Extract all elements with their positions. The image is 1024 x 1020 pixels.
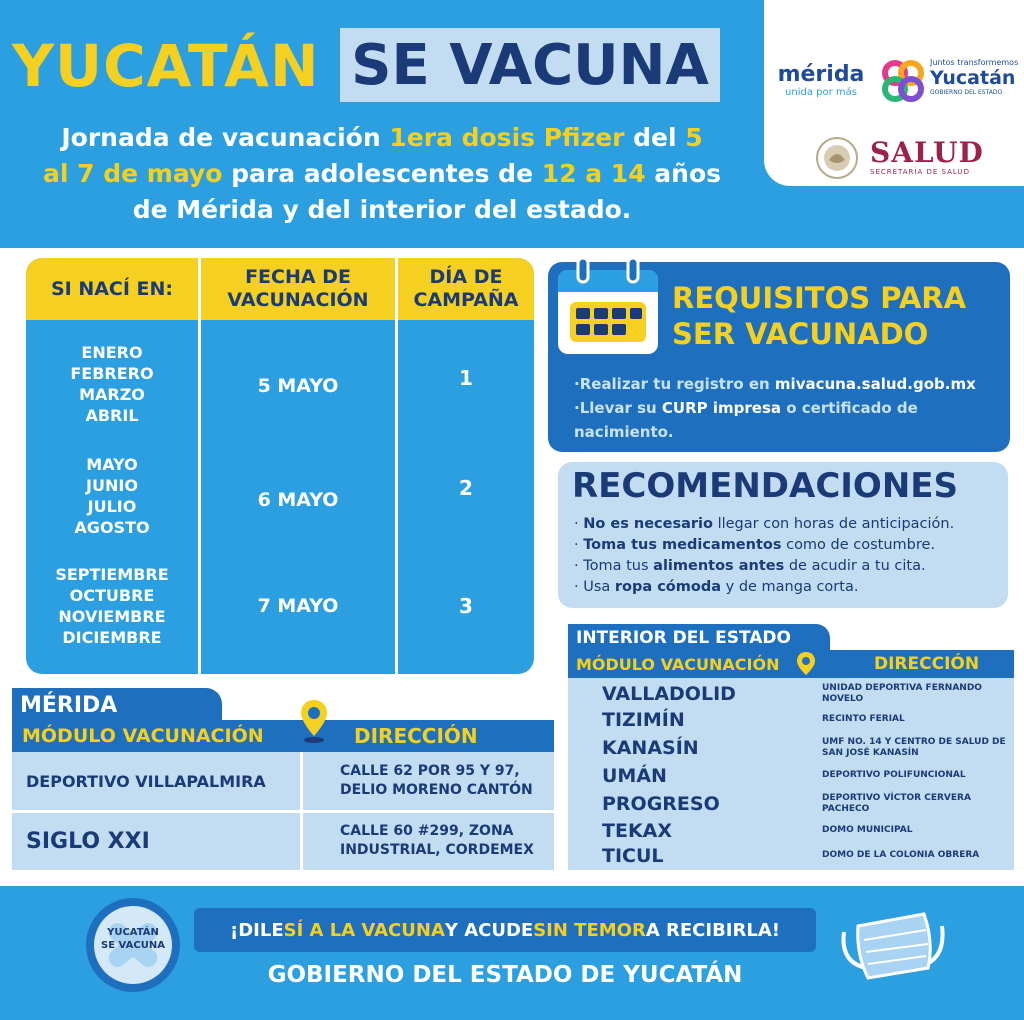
recommendations-panel [558,462,1008,608]
table-row: VALLADOLID UNIDAD DEPORTIVA FERNANDO NOVELO [602,682,982,705]
merida-col-address: DIRECCIÓN [354,724,478,748]
table-row: UMÁN DEPORTIVO POLIFUNCIONAL [602,764,966,787]
yucatan-se-vacuna-badge: YUCATÁN SE VACUNA [86,898,180,992]
title-se-vacuna: SE VACUNA [340,28,720,102]
recommendations-list: · No es necesario llegar con horas de anticipación. · Toma tus medicamentos como de costumbre. · Toma tus alimentos antes de acudir a tu cita. · Usa ropa cómoda y de manga corta. [574,516,955,595]
schedule-day: 3 [459,594,473,618]
interior-tab: INTERIOR DEL ESTADO [568,624,830,652]
requirements-list: ·Realizar tu registro en mivacuna.salud.gob.mx ·Llevar su CURP impresa o certificado de nacimiento. [574,375,976,441]
calendar-icon [554,256,662,356]
table-row: DEPORTIVO VILLAPALMIRA CALLE 62 POR 95 Y 97, DELIO MORENO CANTÓN [26,763,533,798]
table-row: SIGLO XXI CALLE 60 #299, ZONA INDUSTRIAL, CORDEMEX [26,823,534,858]
government-credit: GOBIERNO DEL ESTADO DE YUCATÁN [267,962,743,988]
mexico-seal-icon [812,136,862,180]
schedule-months: ENERO FEBRERO MARZO ABRIL [70,343,154,425]
recommendations-title: RECOMENDACIONES [572,466,958,506]
requirements-title: REQUISITOS PARA SER VACUNADO [672,281,967,351]
campaign-subtitle: Jornada de vacunación 1era dosis Pfizer del 5 al 7 de mayo para adolescentes de 12 a 14 años de Mérida y del interior del estado. [42,123,722,224]
slogan-banner: ¡DILE SÍ A LA VACUNA Y ACUDE SIN TEMOR A RECIBIRLA! [194,908,816,952]
schedule-day: 1 [459,366,473,390]
salud-logo: SALUD SECRETARÍA DE SALUD [812,136,992,180]
interior-table [568,678,1014,870]
schedule-date: 5 MAYO [257,375,339,397]
schedule-header-date: FECHA DE VACUNACIÓN [227,266,369,311]
table-row: TEKAX DOMO MUNICIPAL [602,819,913,842]
location-pin-icon [796,651,816,677]
merida-col-module: MÓDULO VACUNACIÓN [22,725,264,747]
interior-col-module: MÓDULO VACUNACIÓN [576,654,780,674]
location-pin-icon [298,698,330,744]
face-mask-icon [838,902,948,984]
schedule-header-day: DÍA DE CAMPAÑA [413,266,519,311]
yucatan-knot-icon [880,58,926,104]
interior-header [568,650,1014,678]
table-row: TICUL DOMO DE LA COLONIA OBRERA [602,844,980,867]
schedule-date: 6 MAYO [257,489,339,511]
merida-row-divider [12,810,554,813]
schedule-table [26,258,534,674]
merida-logo: mérida unida por más [777,62,865,98]
schedule-months: SEPTIEMBRE OCTUBRE NOVIEMBRE DICIEMBRE [55,565,169,647]
schedule-header-born: SI NACÍ EN: [50,277,174,300]
table-row: TIZIMÍN RECINTO FERIAL [602,708,905,731]
requirements-panel [548,262,1010,452]
table-row: KANASÍN UMF NO. 14 Y CENTRO DE SALUD DE SAN JOSÉ KANASÍN [602,736,1006,759]
title-yucatan: YUCATÁN [12,32,320,100]
schedule-date: 7 MAYO [257,595,339,617]
interior-col-address: DIRECCIÓN [874,654,980,674]
schedule-months: MAYO JUNIO JULIO AGOSTO [74,455,150,537]
merida-header [12,720,554,752]
merida-tab: MÉRIDA [12,688,222,722]
interior-row-divider [242,706,446,707]
schedule-day: 2 [459,476,473,500]
yucatan-logo: Juntos transformemos Yucatán GOBIERNO DEL ESTADO [880,58,1020,104]
table-row: PROGRESO DEPORTIVO VÍCTOR CERVERA PACHECO [602,792,971,815]
